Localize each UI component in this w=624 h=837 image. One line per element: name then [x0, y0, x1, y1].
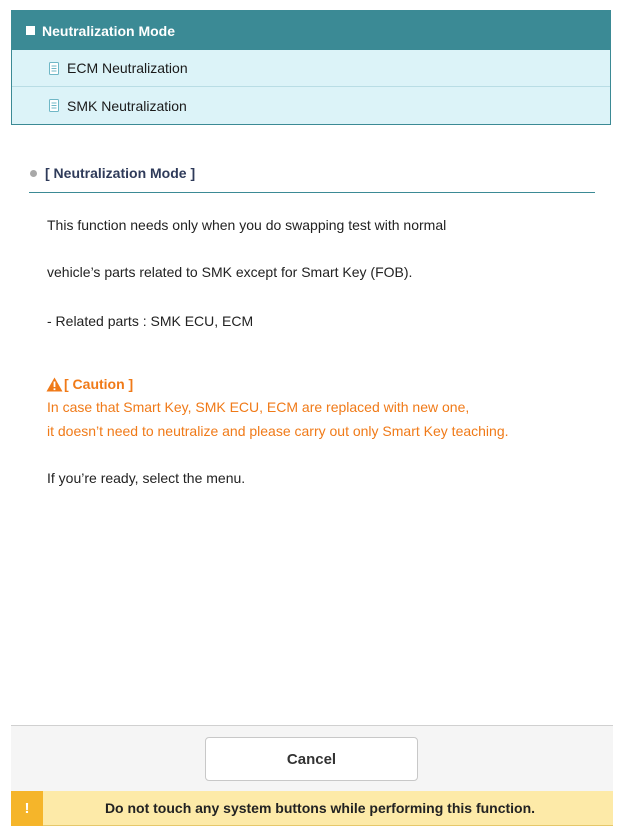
- square-bullet-icon: [26, 26, 35, 35]
- caution-heading: [46, 376, 133, 392]
- section-title: [29, 165, 595, 193]
- caution-line-2: it doesn’t need to neutralize and please carry out only Smart Key teaching.: [47, 423, 509, 439]
- caution-line-1: In case that Smart Key, SMK ECU, ECM are replaced with new one,: [47, 399, 470, 415]
- document-icon: [49, 99, 59, 112]
- menu-item-smk-neutralization[interactable]: [12, 87, 610, 124]
- warning-text: Do not touch any system buttons while performing this function.: [104, 800, 536, 816]
- description-line-1: This function needs only when you do swapping test with normal: [47, 217, 447, 233]
- cancel-button[interactable]: Cancel: [205, 737, 418, 781]
- menu-item-ecm-neutralization[interactable]: [12, 50, 610, 87]
- neutralization-menu-panel: [11, 10, 611, 125]
- exclamation-icon: !: [11, 791, 43, 826]
- menu-header: [12, 11, 610, 50]
- warning-triangle-icon: [46, 377, 63, 392]
- menu-item-label: SMK Neutralization: [67, 97, 187, 114]
- document-icon: [49, 62, 59, 75]
- caution-title-text: [ Caution ]: [64, 376, 134, 392]
- section-title-text: [ Neutralization Mode ]: [45, 165, 196, 181]
- menu-item-label: ECM Neutralization: [67, 60, 188, 76]
- footer-bar: [11, 725, 613, 791]
- menu-header-title: Neutralization Mode: [42, 22, 176, 39]
- bullet-dot-icon: [30, 170, 37, 177]
- description-line-2: vehicle’s parts related to SMK except for Smart Key (FOB).: [47, 264, 413, 280]
- ready-instruction-text: If you’re ready, select the menu.: [47, 470, 246, 486]
- related-parts-text: - Related parts : SMK ECU, ECM: [47, 313, 254, 329]
- warning-bar: [11, 791, 613, 826]
